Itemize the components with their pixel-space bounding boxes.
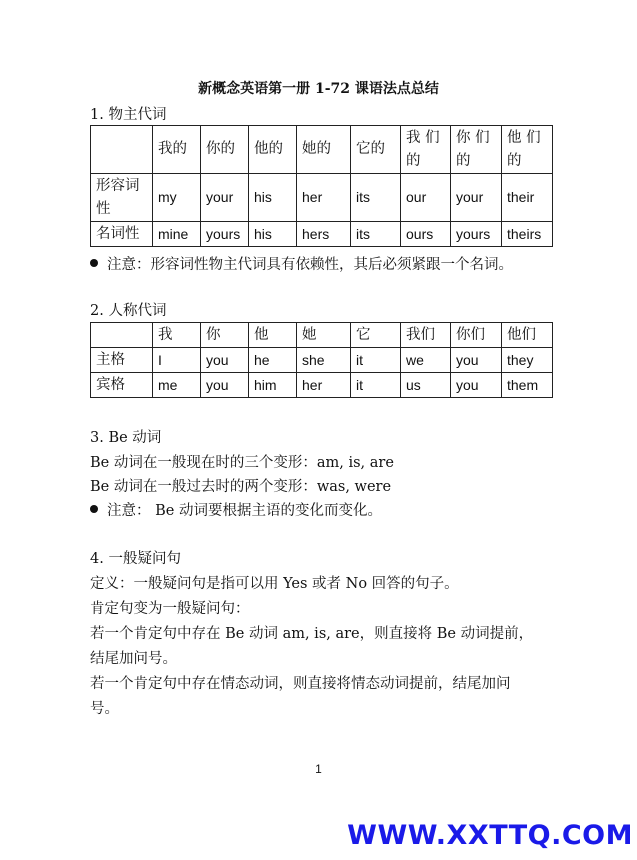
section3-note: [90, 499, 382, 520]
table-cell: 她的: [297, 126, 351, 174]
site-watermark: WWW.XXTTQ.COM: [347, 820, 633, 851]
table-cell: we: [401, 348, 451, 373]
table-cell: she: [297, 348, 351, 373]
table-cell: I: [153, 348, 201, 373]
table-cell: its: [351, 174, 401, 222]
table-cell: 它的: [351, 126, 401, 174]
section3-line: Be 动词在一般过去时的两个变形：was, were: [90, 479, 392, 495]
page-title: 新概念英语第一册 1-72 课语法点总结: [198, 81, 439, 97]
table-cell: my: [153, 174, 201, 222]
table-row: [91, 348, 553, 373]
section3-heading: 3. Be 动词: [90, 430, 162, 446]
table-cell: your: [451, 174, 502, 222]
table-cell: it: [351, 373, 401, 398]
table-cell: 你 们 的: [451, 126, 502, 174]
table-cell: 我们: [401, 323, 451, 348]
table-cell: you: [451, 348, 502, 373]
note-text: 注意：形容词性物主代词具有依赖性，其后必须紧跟一个名词。: [107, 257, 513, 273]
row-label: 名词性: [91, 222, 153, 247]
table-cell: ours: [401, 222, 451, 247]
table-cell: mine: [153, 222, 201, 247]
section4-line: 若一个肯定句中存在情态动词，则直接将情态动词提前，结尾加问: [90, 676, 511, 692]
table-cell: 你的: [201, 126, 249, 174]
table-cell: our: [401, 174, 451, 222]
table-cell: 他: [249, 323, 297, 348]
table-cell: her: [297, 174, 351, 222]
table-cell: his: [249, 222, 297, 247]
note-text: 注意： Be 动词要根据主语的变化而变化。: [107, 503, 382, 519]
table-cell: their: [502, 174, 553, 222]
table-row: [91, 373, 553, 398]
table-cell: yours: [201, 222, 249, 247]
table-cell: 它: [351, 323, 401, 348]
table-cell: its: [351, 222, 401, 247]
table-cell: her: [297, 373, 351, 398]
personal-pronoun-table: [90, 322, 553, 398]
table-cell: him: [249, 373, 297, 398]
section2-heading: 2. 人称代词: [90, 303, 167, 319]
table-cell: 他 们 的: [502, 126, 553, 174]
table-cell: 她: [297, 323, 351, 348]
table-cell: he: [249, 348, 297, 373]
table-row: [91, 174, 553, 222]
row-label: 主格: [91, 348, 153, 373]
page-number: 1: [315, 762, 322, 776]
section4-line: 定义：一般疑问句是指可以用 Yes 或者 No 回答的句子。: [90, 576, 459, 592]
table-cell: you: [451, 373, 502, 398]
table-cell: us: [401, 373, 451, 398]
table-cell: his: [249, 174, 297, 222]
section4-line: 肯定句变为一般疑问句：: [90, 601, 250, 617]
table-cell: 你们: [451, 323, 502, 348]
section4-line: 结尾加问号。: [90, 651, 177, 667]
table-cell: it: [351, 348, 401, 373]
table-cell: you: [201, 348, 249, 373]
table-cell: [91, 126, 153, 174]
section4-line: 号。: [90, 701, 119, 717]
table-row: [91, 222, 553, 247]
table-cell: me: [153, 373, 201, 398]
bullet-icon: [90, 505, 98, 513]
table-cell: your: [201, 174, 249, 222]
table-cell: 我 们 的: [401, 126, 451, 174]
table-cell: [91, 323, 153, 348]
table-cell: they: [502, 348, 553, 373]
table-header-row: [91, 126, 553, 174]
section1-heading: 1. 物主代词: [90, 107, 167, 123]
section3-line: Be 动词在一般现在时的三个变形：am, is, are: [90, 455, 394, 471]
table-cell: theirs: [502, 222, 553, 247]
table-cell: yours: [451, 222, 502, 247]
section4-line: 若一个肯定句中存在 Be 动词 am, is, are，则直接将 Be 动词提前，: [90, 626, 534, 642]
table-cell: them: [502, 373, 553, 398]
section1-note: [90, 253, 513, 274]
section4-heading: 4. 一般疑问句: [90, 551, 181, 567]
possessive-pronoun-table: [90, 125, 553, 247]
table-header-row: [91, 323, 553, 348]
table-cell: 我: [153, 323, 201, 348]
row-label: 宾格: [91, 373, 153, 398]
table-cell: 你: [201, 323, 249, 348]
table-cell: 他们: [502, 323, 553, 348]
row-label: 形容词性: [91, 174, 153, 222]
table-cell: 我的: [153, 126, 201, 174]
table-cell: you: [201, 373, 249, 398]
table-cell: hers: [297, 222, 351, 247]
bullet-icon: [90, 259, 98, 267]
table-cell: 他的: [249, 126, 297, 174]
